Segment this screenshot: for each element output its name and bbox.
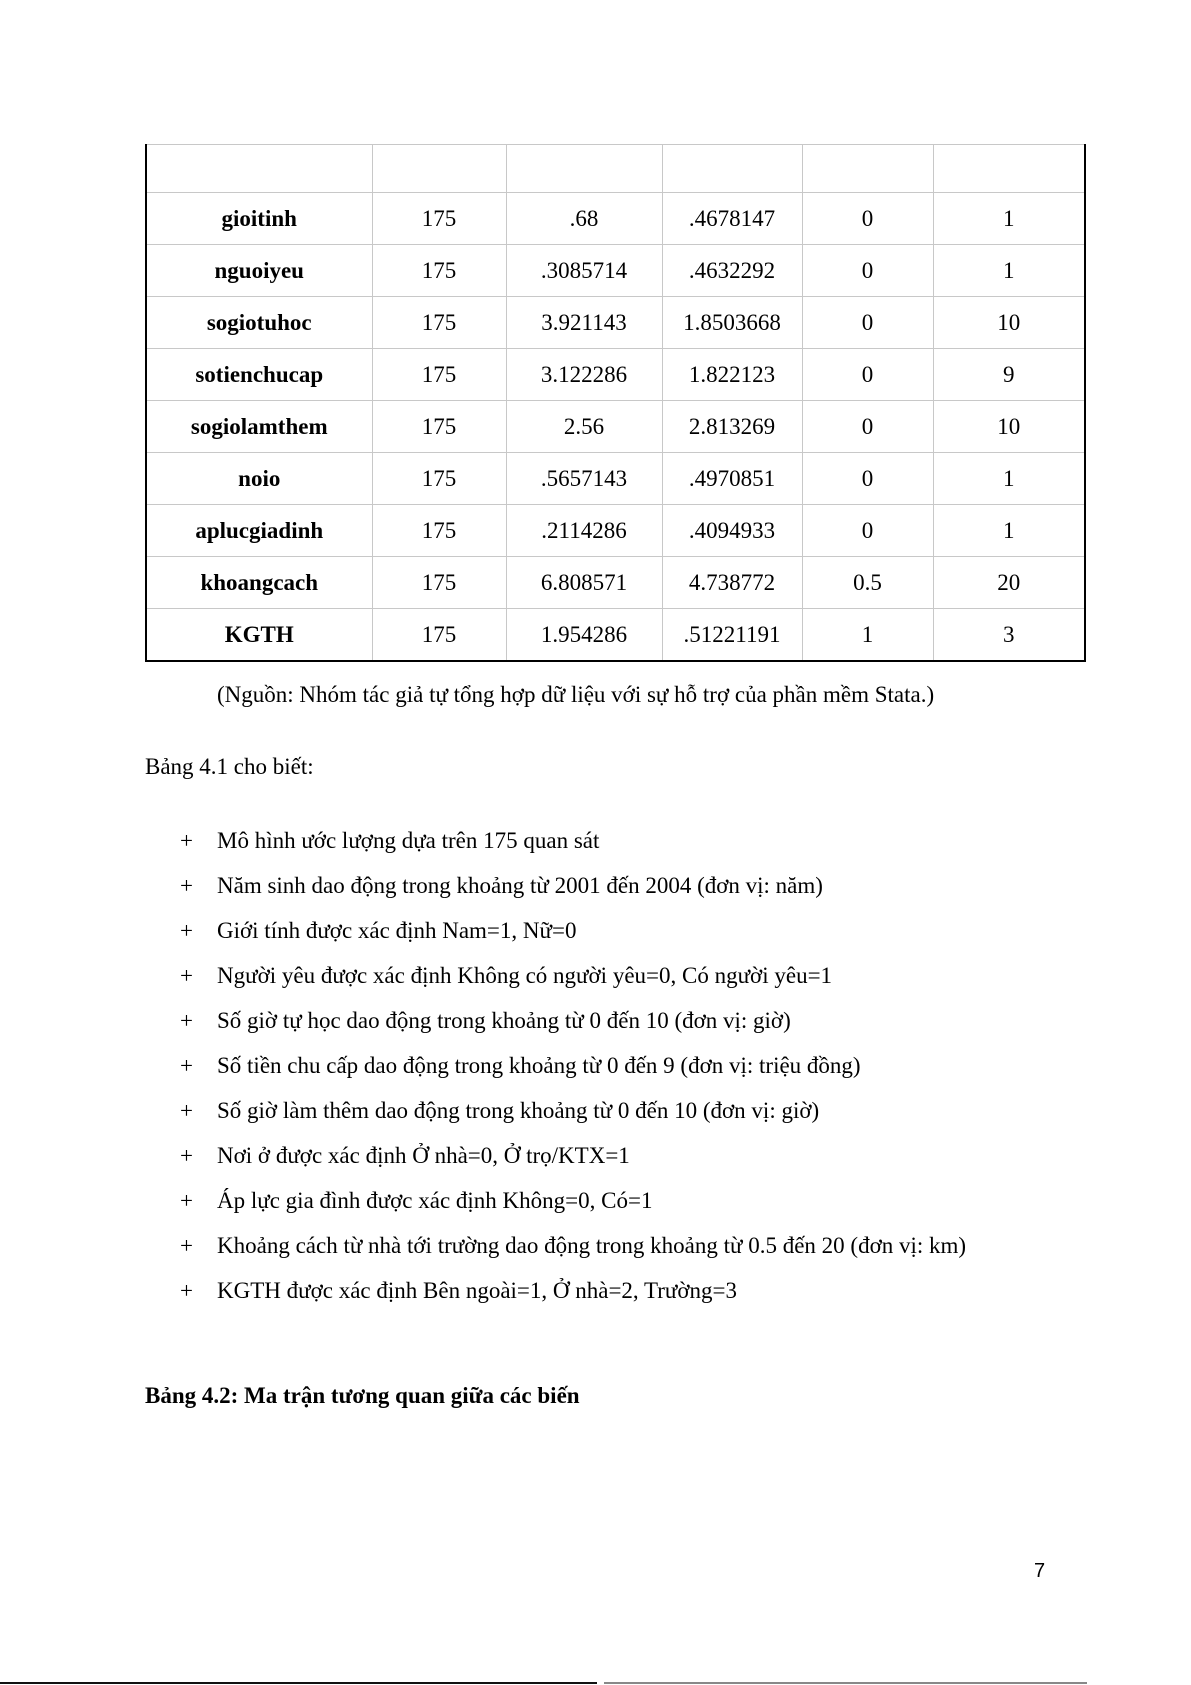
list-item-text: Số giờ tự học dao động trong khoảng từ 0 đến 10 (đơn vị: giờ) <box>217 1008 791 1033</box>
value-cell: 2.56 <box>506 401 662 453</box>
value-cell: 3.921143 <box>506 297 662 349</box>
list-item <box>180 953 1040 998</box>
value-cell: 0 <box>802 193 933 245</box>
list-item-text: Nơi ở được xác định Ở nhà=0, Ở trọ/KTX=1 <box>217 1143 630 1168</box>
list-item-text: KGTH được xác định Bên ngoài=1, Ở nhà=2, Trường=3 <box>217 1278 738 1303</box>
value-cell: 20 <box>933 557 1085 609</box>
value-cell: 0.5 <box>802 557 933 609</box>
plus-bullet-icon: + <box>180 1233 193 1258</box>
value-cell <box>372 145 506 193</box>
variable-name-cell <box>146 145 372 193</box>
footer-divider <box>0 1682 1191 1684</box>
value-cell: 175 <box>372 401 506 453</box>
value-cell: .3085714 <box>506 245 662 297</box>
value-cell: 0 <box>802 349 933 401</box>
value-cell: .68 <box>506 193 662 245</box>
value-cell: 175 <box>372 193 506 245</box>
value-cell <box>662 145 802 193</box>
variable-name-cell: nguoiyeu <box>146 245 372 297</box>
value-cell: 175 <box>372 505 506 557</box>
list-item-text: Năm sinh dao động trong khoảng từ 2001 đến 2004 (đơn vị: năm) <box>217 873 823 898</box>
value-cell: .5657143 <box>506 453 662 505</box>
list-item-text: Giới tính được xác định Nam=1, Nữ=0 <box>217 918 577 943</box>
variable-name-cell: khoangcach <box>146 557 372 609</box>
value-cell: 0 <box>802 453 933 505</box>
value-cell: 1.954286 <box>506 609 662 662</box>
value-cell: 1.8503668 <box>662 297 802 349</box>
value-cell <box>802 145 933 193</box>
footer-divider-gray <box>604 1682 1087 1684</box>
list-item <box>180 818 1040 863</box>
list-item <box>180 1178 1040 1223</box>
list-item <box>180 908 1040 953</box>
value-cell: .2114286 <box>506 505 662 557</box>
value-cell: 1 <box>802 609 933 662</box>
plus-bullet-icon: + <box>180 963 193 988</box>
list-item <box>180 863 1040 908</box>
value-cell: .51221191 <box>662 609 802 662</box>
plus-bullet-icon: + <box>180 918 193 943</box>
page-number: 7 <box>1034 1560 1046 1582</box>
list-item <box>180 1043 1040 1088</box>
variable-name-cell: sogiotuhoc <box>146 297 372 349</box>
value-cell: 3.122286 <box>506 349 662 401</box>
variable-name-cell: noio <box>146 453 372 505</box>
table-row <box>146 505 1085 557</box>
value-cell: 175 <box>372 609 506 662</box>
value-cell: 0 <box>802 401 933 453</box>
plus-bullet-icon: + <box>180 1188 193 1213</box>
plus-bullet-icon: + <box>180 1008 193 1033</box>
table-4-2-heading: Bảng 4.2: Ma trận tương quan giữa các biến <box>145 1383 580 1408</box>
plus-bullet-icon: + <box>180 1143 193 1168</box>
list-item <box>180 1133 1040 1178</box>
value-cell: 3 <box>933 609 1085 662</box>
value-cell: 175 <box>372 557 506 609</box>
list-item-text: Áp lực gia đình được xác định Không=0, Có=1 <box>217 1188 653 1213</box>
plus-bullet-icon: + <box>180 1053 193 1078</box>
value-cell: 0 <box>802 245 933 297</box>
plus-bullet-icon: + <box>180 873 193 898</box>
plus-bullet-icon: + <box>180 1098 193 1123</box>
intro-text: Bảng 4.1 cho biết: <box>145 754 314 779</box>
list-item <box>180 998 1040 1043</box>
value-cell: 1 <box>933 505 1085 557</box>
variable-description-list <box>180 818 1040 1313</box>
list-item <box>180 1268 1040 1313</box>
descriptive-stats-table <box>145 144 1086 662</box>
value-cell: 175 <box>372 245 506 297</box>
variable-name-cell: aplucgiadinh <box>146 505 372 557</box>
table-row <box>146 401 1085 453</box>
value-cell <box>933 145 1085 193</box>
value-cell: 9 <box>933 349 1085 401</box>
list-item <box>180 1223 1040 1268</box>
table-row <box>146 609 1085 662</box>
table-source-note: (Nguồn: Nhóm tác giả tự tổng hợp dữ liệu với sự hỗ trợ của phần mềm Stata.) <box>217 682 935 707</box>
list-item-text: Khoảng cách từ nhà tới trường dao động trong khoảng từ 0.5 đến 20 (đơn vị: km) <box>217 1233 967 1258</box>
table-row <box>146 349 1085 401</box>
table-row <box>146 193 1085 245</box>
variable-name-cell: KGTH <box>146 609 372 662</box>
value-cell: 4.738772 <box>662 557 802 609</box>
value-cell: .4678147 <box>662 193 802 245</box>
plus-bullet-icon: + <box>180 1278 193 1303</box>
value-cell: 175 <box>372 349 506 401</box>
variable-name-cell: gioitinh <box>146 193 372 245</box>
value-cell: .4632292 <box>662 245 802 297</box>
footer-divider-dark <box>0 1682 597 1684</box>
value-cell: 175 <box>372 297 506 349</box>
list-item-text: Số giờ làm thêm dao động trong khoảng từ 0 đến 10 (đơn vị: giờ) <box>217 1098 820 1123</box>
value-cell: 1 <box>933 453 1085 505</box>
value-cell: 175 <box>372 453 506 505</box>
value-cell: 1 <box>933 245 1085 297</box>
value-cell: 0 <box>802 505 933 557</box>
value-cell: 10 <box>933 401 1085 453</box>
plus-bullet-icon: + <box>180 828 193 853</box>
value-cell: 6.808571 <box>506 557 662 609</box>
variable-name-cell: sotienchucap <box>146 349 372 401</box>
value-cell: 1 <box>933 193 1085 245</box>
table-header-row <box>146 145 1085 193</box>
value-cell: 2.813269 <box>662 401 802 453</box>
value-cell: 10 <box>933 297 1085 349</box>
variable-name-cell: sogiolamthem <box>146 401 372 453</box>
value-cell: .4094933 <box>662 505 802 557</box>
value-cell: 0 <box>802 297 933 349</box>
value-cell <box>506 145 662 193</box>
list-item-text: Mô hình ước lượng dựa trên 175 quan sát <box>217 828 600 853</box>
list-item-text: Số tiền chu cấp dao động trong khoảng từ 0 đến 9 (đơn vị: triệu đồng) <box>217 1053 861 1078</box>
list-item <box>180 1088 1040 1133</box>
table-row <box>146 297 1085 349</box>
table-row <box>146 453 1085 505</box>
list-item-text: Người yêu được xác định Không có người yêu=0, Có người yêu=1 <box>217 963 833 988</box>
value-cell: 1.822123 <box>662 349 802 401</box>
table-row <box>146 245 1085 297</box>
table-row <box>146 557 1085 609</box>
value-cell: .4970851 <box>662 453 802 505</box>
